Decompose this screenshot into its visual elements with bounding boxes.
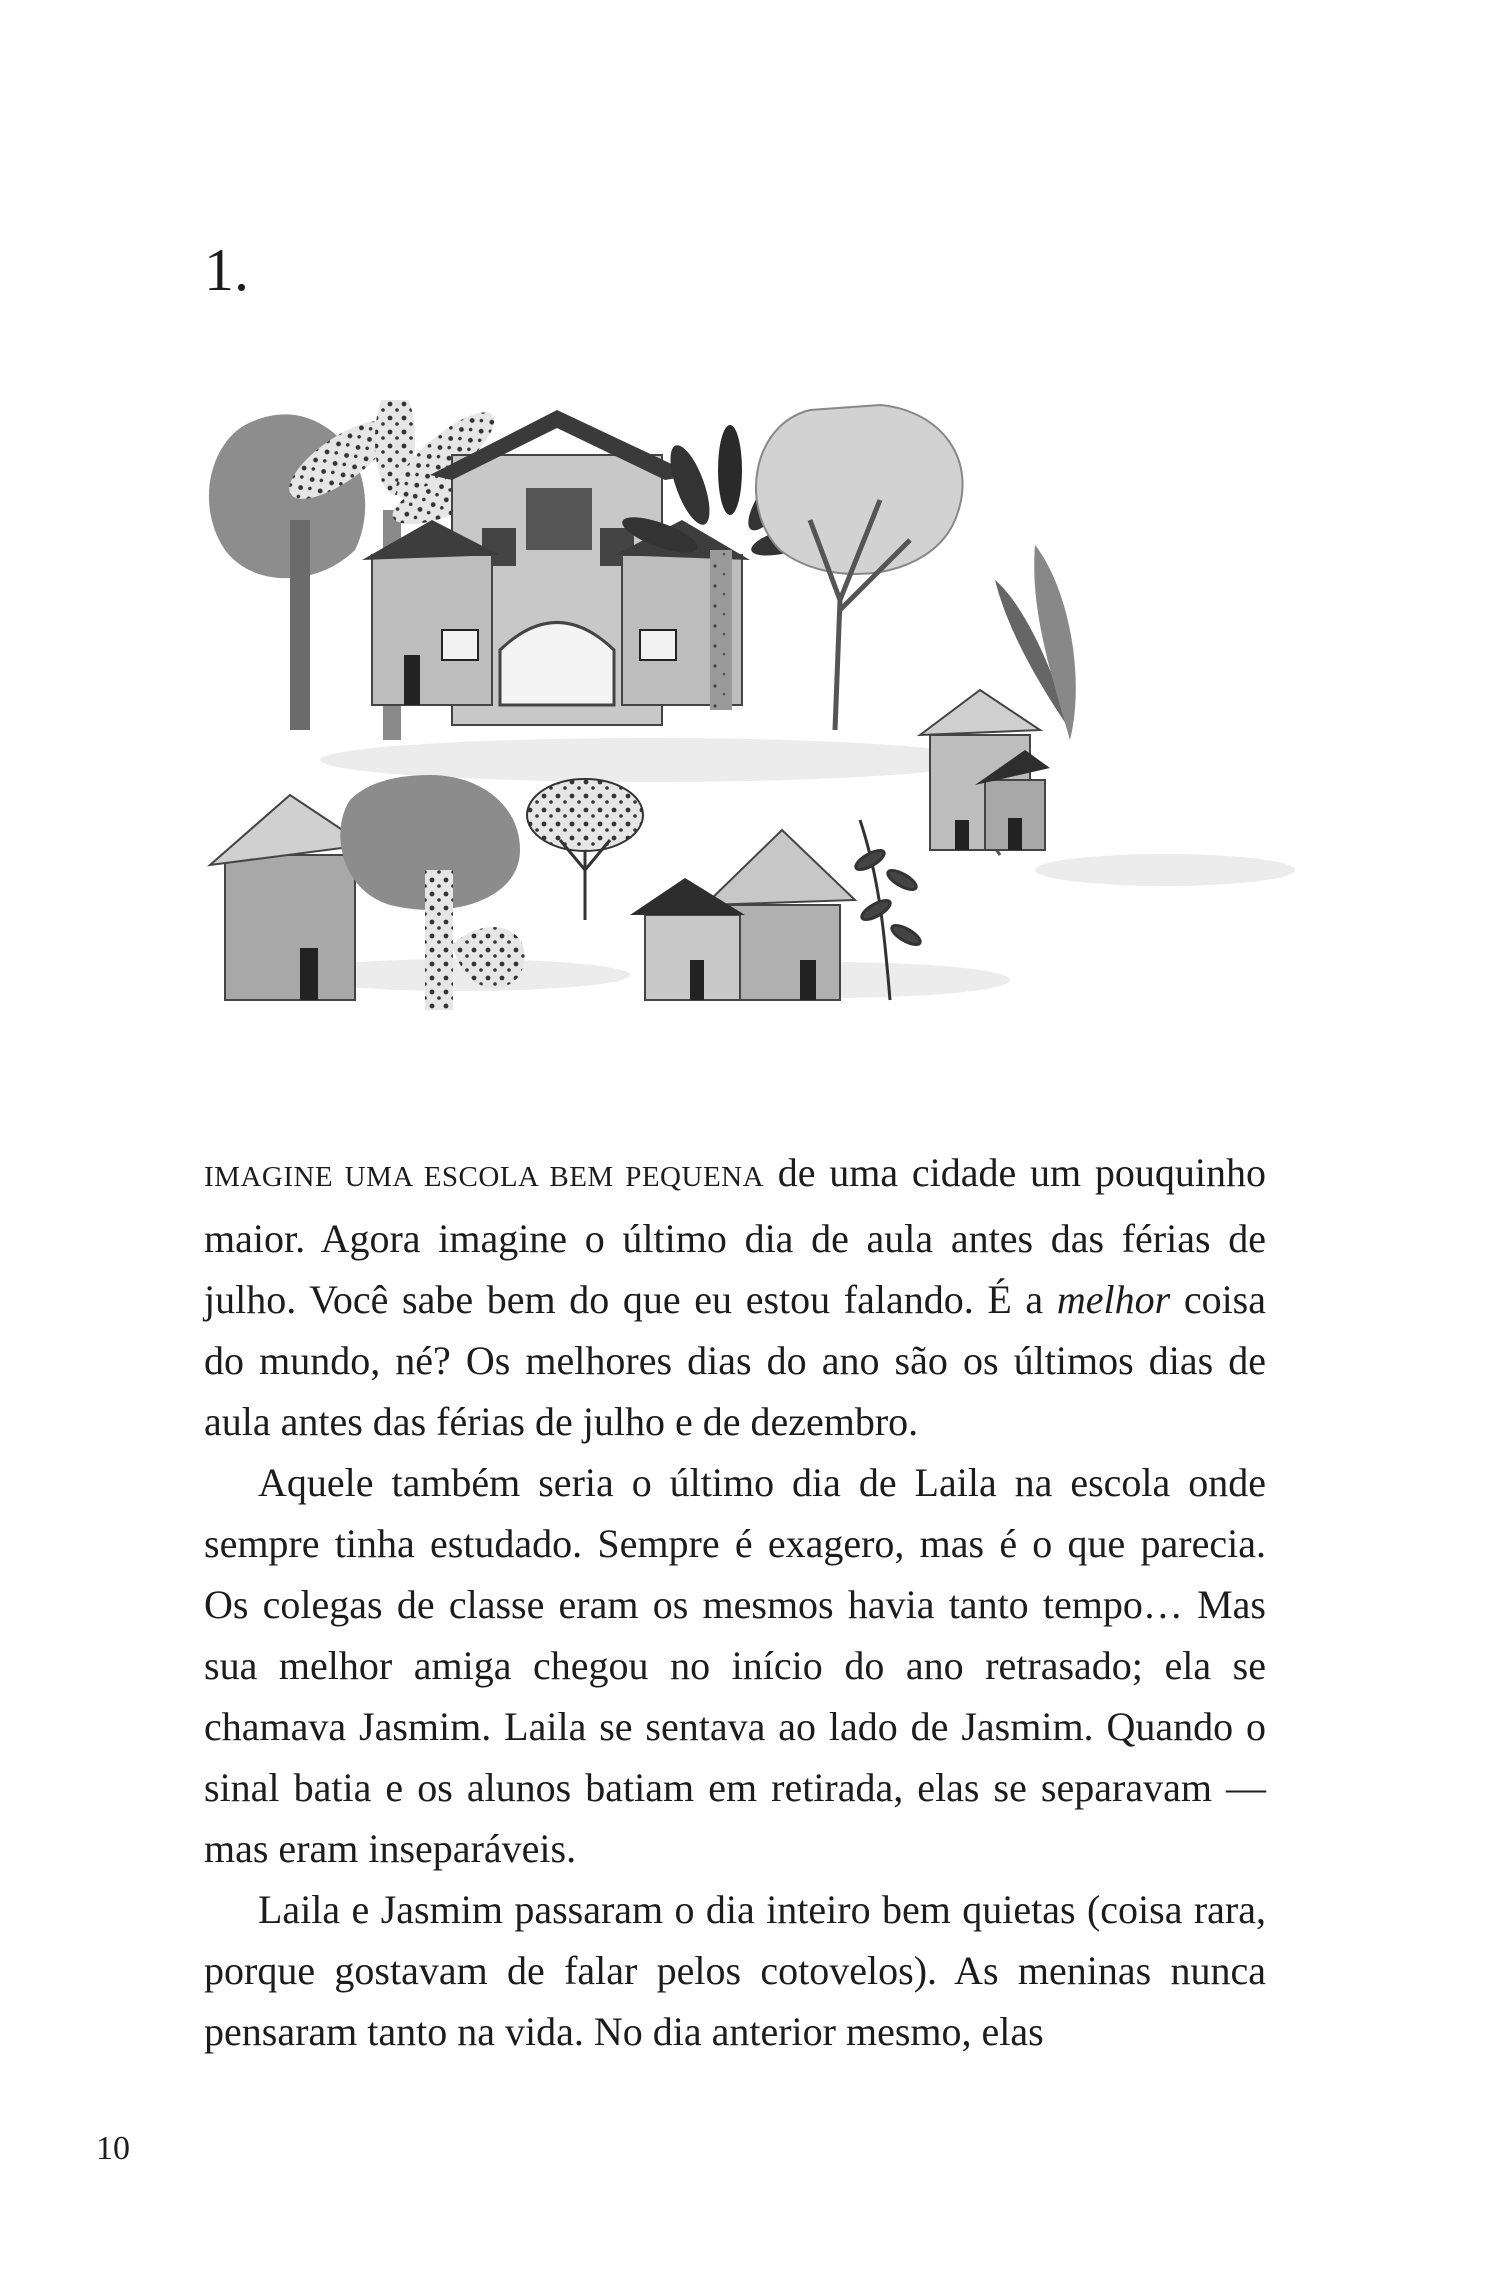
body-text: [204, 1142, 1266, 2062]
paragraph-2: Aquele também seria o último dia de Laila na escola onde sempre tinha estudado. Sempre é exagero, mas é o que parecia. Os colegas de classe eram os mesmos havia tanto tempo… Mas sua melhor amiga chegou no início do ano retrasado; ela se chamava Jasmim. Laila se sentava ao lado de Jasmim. Quando o sinal batia e os alunos batiam em retirada, elas se separavam — mas eram inseparáveis.: [204, 1460, 1266, 1871]
house-right: [920, 690, 1050, 850]
lead-in-smallcaps: IMAGINE UMA ESCOLA BEM PEQUENA: [204, 1161, 765, 1193]
page-number: 10: [96, 2130, 130, 2167]
paragraph-3: Laila e Jasmim passaram o dia inteiro bem quietas (coisa rara, porque gostavam de falar pelos cotovelos). As meninas nunca pensaram tanto na vida. No dia anterior mesmo, elas: [204, 1887, 1266, 2054]
tree-dotted-small: [527, 779, 643, 920]
houses-lower-center: [630, 830, 855, 1000]
paragraph-1-text-a: de uma cidade um pouquinho maior. Agora imagine o último dia de aula antes das férias de julho. Você sabe bem do que eu estou falando. É a: [204, 1150, 1266, 1322]
paragraph-1-text-b: coisa do mundo, né? Os melhores dias do ano são os últimos dias de aula antes das férias de julho e de dezembro.: [204, 1277, 1267, 1444]
chapter-number: 1.: [204, 237, 249, 303]
paragraph-1: [204, 1142, 1266, 1452]
emphasis-word: melhor: [1056, 1277, 1171, 1322]
tree-round-right: [756, 405, 963, 730]
village-illustration: [190, 400, 1300, 1030]
